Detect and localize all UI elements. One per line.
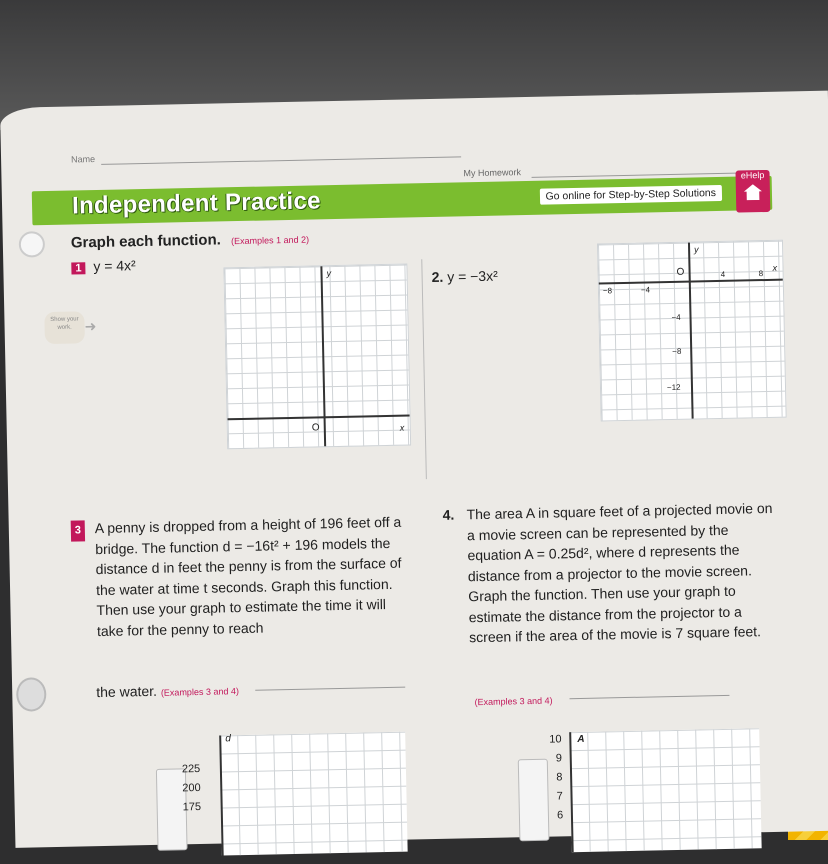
graph-grid-2[interactable] <box>597 240 787 422</box>
problem-text: A penny is dropped from a height of 196 feet off a bridge. The function d = −16t² + 196 models the distance d in feet the penny is from the surface of the water at time t seconds. Graph this function. Then use your graph to estimate the time it will take for the penny to reach <box>94 513 402 639</box>
problem-number: 1 <box>71 262 85 274</box>
graph-grid-1[interactable] <box>223 264 411 450</box>
y-axis-label: y <box>694 244 699 255</box>
y-axis-label: y <box>326 268 332 279</box>
x-tick: −8 <box>602 286 613 296</box>
ehelp-button[interactable] <box>735 170 770 213</box>
problem-text: The area A in square feet of a projected movie on a movie screen can be represented by the equation A = 0.25d², where d represents the distance from a projector to the movie screen. Graph the function. Then use your graph to estimate the distance from the projector to a screen if the area of the movie is 7 square feet. <box>466 499 773 646</box>
problem-ref: (Examples 3 and 4) <box>474 695 553 708</box>
graph-grid-3[interactable] <box>219 732 407 856</box>
problem-1 <box>71 257 136 274</box>
arrow-right-icon: ➜ <box>84 318 97 335</box>
answer-prefix: the water. <box>96 682 158 701</box>
binder-ring-icon <box>16 677 47 712</box>
go-online-link[interactable]: Go online for Step-by-Step Solutions <box>539 185 722 205</box>
homework-line[interactable] <box>463 167 521 178</box>
y-axis <box>320 266 326 446</box>
banner-title: Independent Practice <box>71 187 322 220</box>
ehelp-label: eHelp <box>740 170 765 181</box>
x-tick: 4 <box>720 269 726 279</box>
problem-number: 3 <box>71 520 86 541</box>
x-axis <box>228 414 410 420</box>
x-axis-label: x <box>772 262 778 273</box>
problem-ref: (Examples 3 and 4) <box>160 686 240 698</box>
graph3-y-ticks: 225 200 175 <box>181 762 202 814</box>
workbook-page <box>0 91 828 848</box>
answer-line-3[interactable] <box>96 678 405 700</box>
show-work-badge: Show your work. <box>44 311 85 344</box>
problem-2 <box>431 268 497 285</box>
y-tick: −8 <box>672 346 682 356</box>
y-axis <box>219 736 224 856</box>
y-axis-label: A <box>577 733 585 746</box>
y-axis <box>569 732 574 852</box>
y-tick: −4 <box>671 312 681 322</box>
instruction: Graph each function. (Examples 1 and 2) <box>70 231 310 252</box>
name-label: Name <box>70 154 96 165</box>
problem-number: 4. <box>442 506 455 523</box>
binder-hole-icon <box>19 231 46 258</box>
homework-label: My Homework <box>463 167 522 179</box>
name-line[interactable] <box>71 154 95 165</box>
x-tick: 8 <box>758 269 764 279</box>
instruction-ref: (Examples 1 and 2) <box>230 234 310 247</box>
y-tick: −12 <box>666 382 681 393</box>
equation: y = 4x² <box>93 257 136 275</box>
y-axis-label: d <box>225 733 231 745</box>
problem-number: 2. <box>431 268 444 285</box>
x-axis-label: x <box>399 422 405 433</box>
answer-line-4[interactable] <box>474 687 729 710</box>
graph4-y-ticks: 10 9 8 7 6 <box>549 733 564 822</box>
y-axis <box>688 243 694 419</box>
x-tick: −4 <box>640 285 651 295</box>
origin-label: O <box>676 266 685 278</box>
answer-box[interactable] <box>518 759 550 842</box>
origin-label: O <box>311 422 320 434</box>
column-divider <box>421 259 427 479</box>
graph-grid-4[interactable] <box>569 728 761 852</box>
equation: y = −3x² <box>447 267 498 285</box>
home-icon <box>744 184 762 200</box>
problem-4 <box>442 498 783 649</box>
problem-3 <box>74 512 408 641</box>
